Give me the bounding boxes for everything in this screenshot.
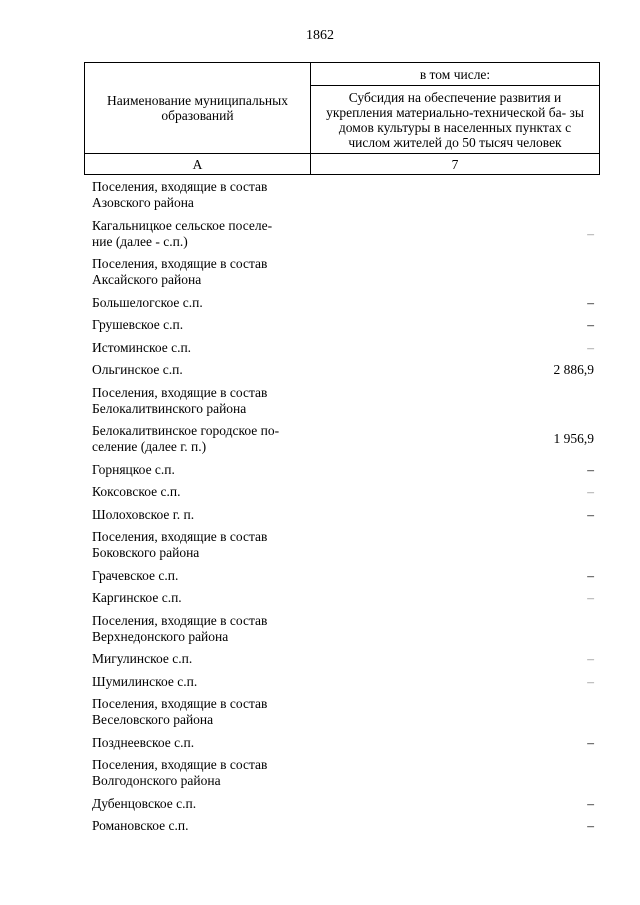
- municipality-name: [92, 256, 312, 288]
- municipality-name-line: Позднеевское с.п.: [92, 734, 195, 750]
- subsidy-value: –: [587, 567, 594, 583]
- table-row: [0, 256, 640, 288]
- column-header-name: Наименование муниципальных образований: [107, 93, 288, 123]
- column-header-subsidy: Субсидия на обеспечение развития и укрепления материально-технической ба- зы домов культуры в населенных пунктах с числом жителей до 50 тысяч человек: [326, 89, 584, 150]
- municipality-name-line: Каргинское с.п.: [92, 590, 182, 605]
- municipality-name-line: Шумилинское с.п.: [92, 673, 198, 689]
- table-row: [0, 796, 640, 812]
- municipality-name-line: Веселовского района: [92, 712, 214, 727]
- table-row: [0, 218, 640, 250]
- municipality-name: [92, 507, 312, 523]
- municipality-name: [92, 735, 312, 751]
- municipality-name-line: Аксайского района: [92, 272, 202, 287]
- table-row: [0, 362, 640, 378]
- municipality-name-line: Поселения, входящие в состав: [92, 757, 268, 772]
- municipality-name-line: Романовское с.п.: [92, 818, 189, 833]
- municipality-name: [92, 529, 312, 561]
- column-group-header: в том числе:: [419, 66, 491, 82]
- table-row: [0, 818, 640, 834]
- subsidy-value: –: [587, 461, 594, 477]
- municipality-name: [92, 651, 312, 667]
- table-row: [0, 423, 640, 455]
- table-row: [0, 179, 640, 211]
- table-row: [0, 385, 640, 417]
- municipality-name-line: Кагальницкое сельское поселе-: [92, 217, 273, 233]
- table-header: [84, 62, 600, 175]
- subsidy-value: –: [587, 734, 594, 750]
- table-row: [0, 484, 640, 500]
- municipality-name: [92, 317, 312, 333]
- subsidy-value: –: [587, 818, 594, 833]
- municipality-name-line: Коксовское с.п.: [92, 484, 181, 499]
- municipality-name: [92, 674, 312, 690]
- municipality-name-line: Поселения, входящие в состав: [92, 256, 268, 271]
- municipality-name: [92, 218, 312, 250]
- municipality-name-line: Белокалитвинского района: [92, 400, 247, 416]
- municipality-name: [92, 757, 312, 789]
- municipality-name-line: ние (далее - с.п.): [92, 233, 188, 249]
- subsidy-value: –: [587, 339, 594, 355]
- municipality-name: [92, 340, 312, 356]
- municipality-name-line: Горняцкое с.п.: [92, 461, 175, 477]
- municipality-name: [92, 423, 312, 455]
- table-row: [0, 568, 640, 584]
- municipality-name-line: Волгодонского района: [92, 773, 221, 788]
- municipality-name: [92, 295, 312, 311]
- table-row: [0, 507, 640, 523]
- table-row: [0, 340, 640, 356]
- municipality-name-line: Ольгинское с.п.: [92, 362, 183, 377]
- municipality-name-line: Мигулинское с.п.: [92, 651, 193, 666]
- municipality-name: [92, 590, 312, 606]
- table-row: [0, 696, 640, 728]
- municipality-name: [92, 484, 312, 500]
- municipality-name-line: Белокалитвинское городское по-: [92, 423, 280, 438]
- subsidy-value: –: [587, 506, 594, 522]
- column-code-subsidy: 7: [451, 157, 459, 172]
- table-row: [0, 613, 640, 645]
- municipality-name-line: Поселения, входящие в состав: [92, 179, 268, 194]
- subsidy-value: –: [587, 673, 594, 689]
- municipality-name: [92, 613, 312, 645]
- subsidy-value: –: [587, 317, 594, 332]
- subsidy-value: –: [587, 294, 594, 310]
- municipality-name-line: Поселения, входящие в состав: [92, 529, 268, 544]
- table-row: [0, 757, 640, 789]
- subsidy-value: 2 886,9: [553, 362, 594, 377]
- table-row: [0, 674, 640, 690]
- municipality-name-line: Азовского района: [92, 195, 194, 210]
- subsidy-value: –: [587, 225, 594, 241]
- municipality-name: [92, 362, 312, 378]
- table-row: [0, 295, 640, 311]
- table-row: [0, 317, 640, 333]
- municipality-name-line: Поселения, входящие в состав: [92, 384, 268, 400]
- subsidy-value: –: [587, 651, 594, 666]
- table-row: [0, 529, 640, 561]
- municipality-name-line: Шолоховское г. п.: [92, 506, 195, 522]
- municipality-name-line: Поселения, входящие в состав: [92, 696, 268, 711]
- municipality-name: [92, 696, 312, 728]
- subsidy-value: –: [587, 590, 594, 605]
- municipality-name: [92, 179, 312, 211]
- subsidy-value: –: [587, 484, 594, 499]
- subsidy-value: 1 956,9: [553, 431, 594, 446]
- municipality-name-line: Верхнедонского района: [92, 628, 229, 644]
- municipality-name: [92, 462, 312, 478]
- table-row: [0, 462, 640, 478]
- municipality-name-line: Грачевское с.п.: [92, 567, 179, 583]
- municipality-name: [92, 796, 312, 812]
- subsidy-value: –: [587, 795, 594, 811]
- municipality-name-line: селение (далее г. п.): [92, 439, 207, 454]
- table-row: [0, 590, 640, 606]
- municipality-name: [92, 568, 312, 584]
- municipality-name-line: Грушевское с.п.: [92, 317, 184, 332]
- municipality-name-line: Боковского района: [92, 545, 200, 560]
- table-row: [0, 735, 640, 751]
- municipality-name-line: Поселения, входящие в состав: [92, 612, 268, 628]
- municipality-name: [92, 818, 312, 834]
- municipality-name-line: Большелогское с.п.: [92, 294, 203, 310]
- municipality-name: [92, 385, 312, 417]
- page-number: 1862: [306, 28, 334, 43]
- municipality-name-line: Истоминское с.п.: [92, 339, 192, 355]
- column-code-name: А: [192, 157, 203, 172]
- table-row: [0, 651, 640, 667]
- municipality-name-line: Дубенцовское с.п.: [92, 795, 197, 811]
